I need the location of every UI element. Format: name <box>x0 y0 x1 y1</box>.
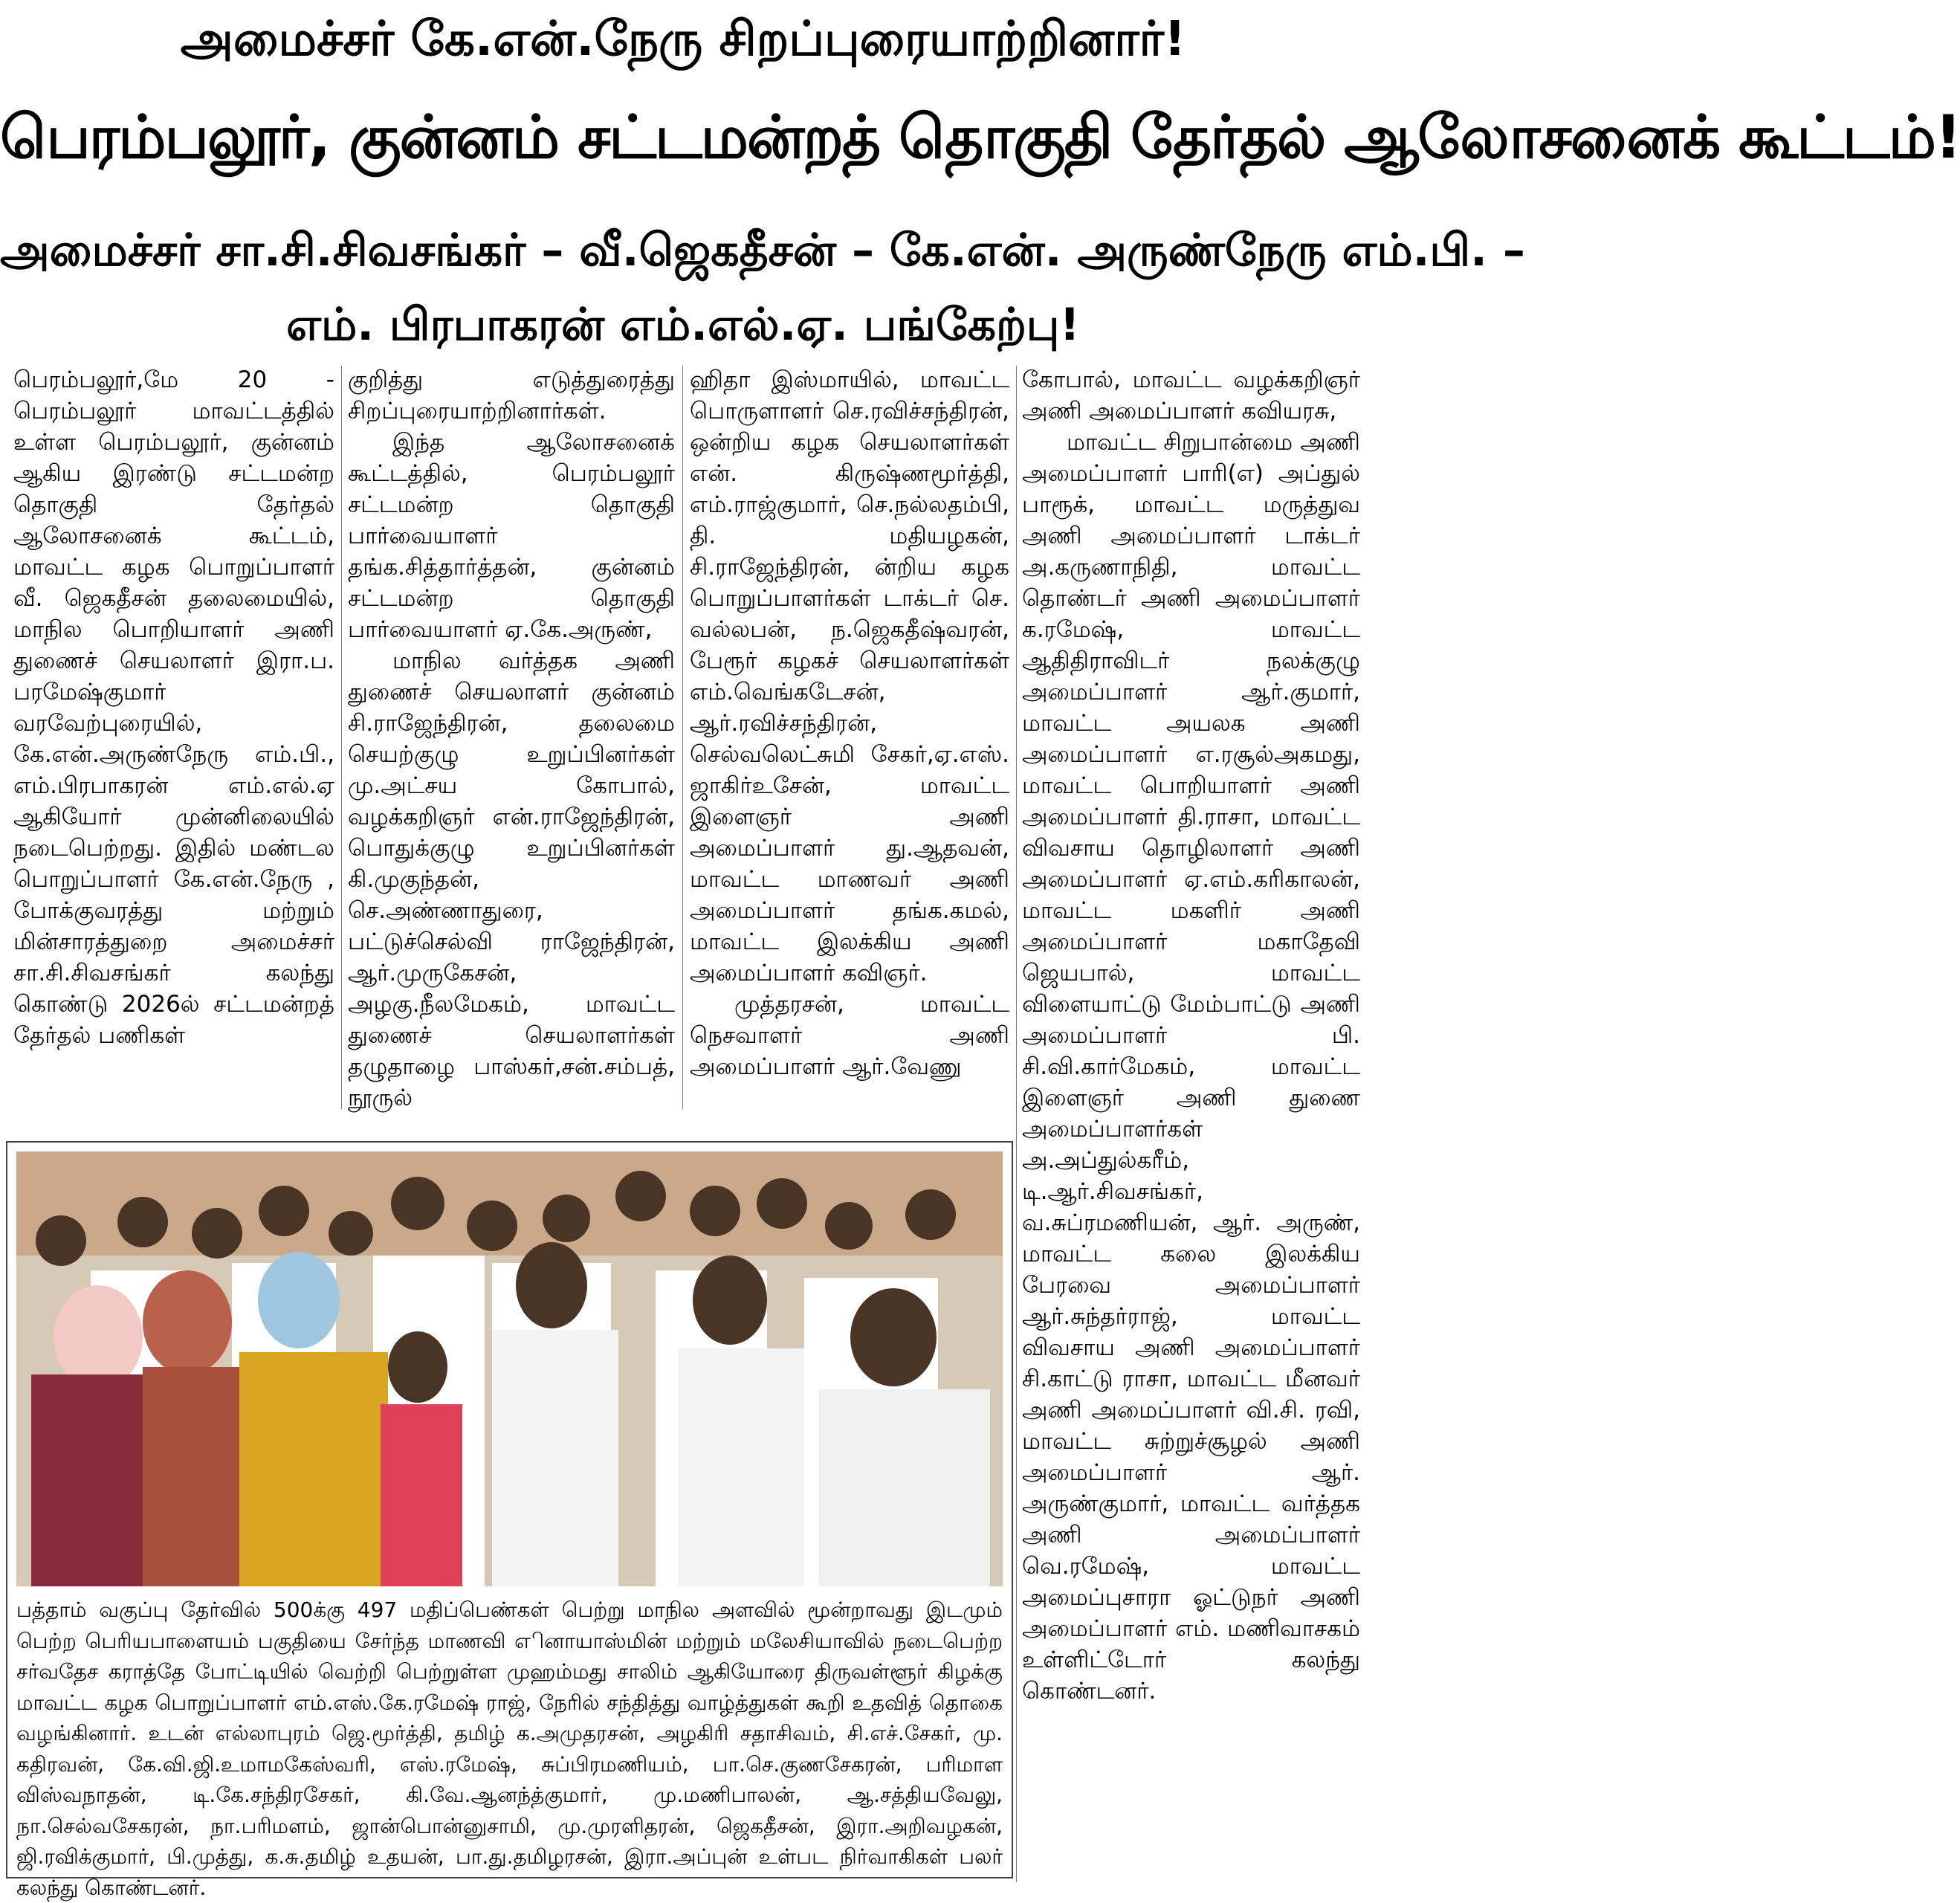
paragraph: மாவட்ட சிறுபான்மை அணி அமைப்பாளர் பாரி(எ) அப்துல் பாரூக், மாவட்ட மருத்துவ அணி அமைப்பாளர் டாக்டர் அ.கருணாநிதி, மாவட்ட தொண்டர் அணி அமைப்பாளர் க.ரமேஷ், மாவட்ட ஆதிதிராவிடர் நலக்குழு அமைப்பாளர் ஆர்.குமார், மாவட்ட அயலக அணி அமைப்பாளர் எ.ரசூல்அகமது, மாவட்ட பொறியாளர் அணி அமைப்பாளர் தி.ராசா, மாவட்ட விவசாய தொழிலாளர் அணி அமைப்பாளர் ஏ.எம்.கரிகாலன், மாவட்ட மகளிர் அணி அமைப்பாளர் மகாதேவி ஜெயபால், மாவட்ட விளையாட்டு மேம்பாட்டு அணி அமைப்பாளர் பி. சி.வி.கார்மேகம், மாவட்ட இளைஞர் அணி துணை அமைப்பாளர்கள் அ.அப்துல்கரீம், டி.ஆர்.சிவசங்கர், வ.சுப்ரமணியன், ஆர். அருண், மாவட்ட கலை இலக்கிய பேரவை அமைப்பாளர் ஆர்.சுந்தர்ராஜ், மாவட்ட விவசாய அணி அமைப்பாளர் சி.காட்டு ராசா, மாவட்ட மீனவர் அணி அமைப்பாளர் வி.சி. ரவி, மாவட்ட சுற்றுச்சூழல் அணி அமைப்பாளர் ஆர். அருண்குமார், மாவட்ட வர்த்தக அணி அமைப்பாளர் வெ.ரமேஷ், மாவட்ட அமைப்புசாரா ஓட்டுநர் அணி அமைப்பாளர் எம். மணிவாசகம் உள்ளிட்டோர் கலந்து கொண்டனர். <box>1022 429 1360 1705</box>
column-divider <box>1016 366 1017 1882</box>
photo-feature-box <box>6 1141 1013 1900</box>
photo-caption: பத்தாம் வகுப்பு தேர்வில் 500க்கு 497 மதிப்பெண்கள் பெற்று மாநில அளவில் மூன்றாவது இடமும் பெற்ற பெரியபாளையம் பகுதியை சேர்ந்த மாணவி எினாயாஸ்மின் மற்றும் மலேசியாவில் நடைபெற்ற சர்வதேச கராத்தே போட்டியில் வெற்றி பெற்றுள்ள முஹம்மது சாலிம் ஆகியோரை திருவள்ளூர் கிழக்கு மாவட்ட கழக பொறுப்பாளர் எம்.எஸ்.கே.ரமேஷ் ராஜ், நேரில் சந்தித்து வாழ்த்துகள் கூறி உதவித் தொகை வழங்கினார். உடன் எல்லாபுரம் ஜெ.மூர்த்தி, தமிழ் க.அமுதரசன், அழகிரி சதாசிவம், சி.எச்.சேகர், மு. கதிரவன், கே.வி.ஜி.உமாமகேஸ்வரி, எஸ்.ரமேஷ், சுப்பிரமணியம், பா.செ.குணசேகரன், பரிமாள விஸ்வநாதன், டி.கே.சந்திரசேகர், கி.வே.ஆனந்த்குமார், மு.மணிபாலன், ஆ.சத்தியவேலு, நா.செல்வசேகரன், நா.பரிமளம், ஜான்பொன்னுசாமி, மு.முரளிதரன், ஜெகதீசன், இரா.அறிவழகன், ஜி.ரவிக்குமார், பி.முத்து, க.சு.தமிழ் உதயன், பா.து.தமிழரசன், இரா.அப்புன் உள்பட நிர்வாகிகள் பலர் கலந்து கொண்டனர். <box>16 1597 1003 1900</box>
kicker-headline: அமைச்சர் கே.என்.நேரு சிறப்புரையாற்றினார்! <box>180 12 1186 67</box>
article-column-4 <box>1022 364 1360 1881</box>
subheadline-line-1: அமைச்சர் சா.சி.சிவசங்கர் – வீ.ஜெகதீசன் – கே.என். அருண்நேரு எம்.பி. – <box>0 224 1525 277</box>
column-divider <box>341 366 342 1109</box>
subheadline-line-2: எம். பிரபாகரன் எம்.எல்.ஏ. பங்கேற்பு! <box>286 299 1080 351</box>
paragraph: கோபால், மாவட்ட வழக்கறிஞர் அணி அமைப்பாளர் கவியரசு, <box>1022 366 1360 424</box>
paragraph: குறித்து எடுத்துரைத்து சிறப்புரையாற்றினார்கள். <box>348 366 675 424</box>
article-column-3 <box>690 364 1009 1108</box>
paragraph: முத்தரசன், மாவட்ட நெசவாளர் அணி அமைப்பாளர் ஆர்.வேணு <box>690 991 1009 1080</box>
column-divider <box>682 366 683 1109</box>
article-column-1 <box>13 364 334 1108</box>
photo-people-illustration <box>16 1151 1003 1586</box>
paragraph: ஹிதா இஸ்மாயில், மாவட்ட பொருளாளர் செ.ரவிச்சந்திரன், ஒன்றிய கழக செயலாளர்கள் என். கிருஷ்ணமூர்த்தி, எம்.ராஜ்குமார், செ.நல்லதம்பி, தி. மதியழகன், சி.ராஜேந்திரன், ன்றிய கழக பொறுப்பாளர்கள் டாக்டர் செ. வல்லபன், ந.ஜெகதீஷ்வரன், பேரூர் கழகச் செயலாளர்கள் எம்.வெங்கடேசன், ஆர்.ரவிச்சந்திரன், செல்வலெட்சுமி சேகர்,ஏ.எஸ். ஜாகிர்உசேன், மாவட்ட இளைஞர் அணி அமைப்பாளர் து.ஆதவன், மாவட்ட மாணவர் அணி அமைப்பாளர் தங்க.கமல், மாவட்ட இலக்கிய அணி அமைப்பாளர் கவிஞர். <box>690 366 1009 986</box>
paragraph: பெரம்பலூர்,மே 20 - பெரம்பலூர் மாவட்டத்தில் உள்ள பெரம்பலூர், குன்னம் ஆகிய இரண்டு சட்டமன்ற தொகுதி தேர்தல் ஆலோசனைக் கூட்டம், மாவட்ட கழக பொறுப்பாளர் வீ. ஜெகதீசன் தலைமையில், மாநில பொறியாளர் அணி துணைச் செயலாளர் இரா.ப. பரமேஷ்குமார் வரவேற்புரையில், கே.என்.அருண்நேரு எம்.பி., எம்.பிரபாகரன் எம்.எல்.ஏ ஆகியோர் முன்னிலையில் நடைபெற்றது. இதில் மண்டல பொறுப்பாளர் கே.என்.நேரு , போக்குவரத்து மற்றும் மின்சாரத்துறை அமைச்சர் சா.சி.சிவசங்கர் கலந்து கொண்டு 2026ல் சட்டமன்றத் தேர்தல் பணிகள் <box>13 366 334 1049</box>
paragraph: மாநில வர்த்தக அணி துணைச் செயலாளர் குன்னம் சி.ராஜேந்திரன், தலைமை செயற்குழு உறுப்பினர்கள் மு.அட்சய கோபால், வழக்கறிஞர் என்.ராஜேந்திரன், பொதுக்குழு உறுப்பினர்கள் கி.முகுந்தன், செ.அண்ணாதுரை, பட்டுச்செல்வி ராஜேந்திரன், ஆர்.முருகேசன், அழகு.நீலமேகம், மாவட்ட துணைச் செயலாளர்கள் தழுதாழை பாஸ்கர்,சன்.சம்பத், நூருல் <box>348 647 675 1111</box>
paragraph: இந்த ஆலோசனைக் கூட்டத்தில், பெரம்பலூர் சட்டமன்ற தொகுதி பார்வையாளர் தங்க.சித்தார்த்தன், குன்னம் சட்டமன்ற தொகுதி பார்வையாளர் ஏ.கே.அருண், <box>348 429 675 643</box>
main-headline: பெரம்பலூர், குன்னம் சட்டமன்றத் தொகுதி தேர்தல் ஆலோசனைக் கூட்டம்! <box>0 103 1960 172</box>
news-photo <box>16 1151 1003 1586</box>
article-column-2 <box>348 364 675 1111</box>
